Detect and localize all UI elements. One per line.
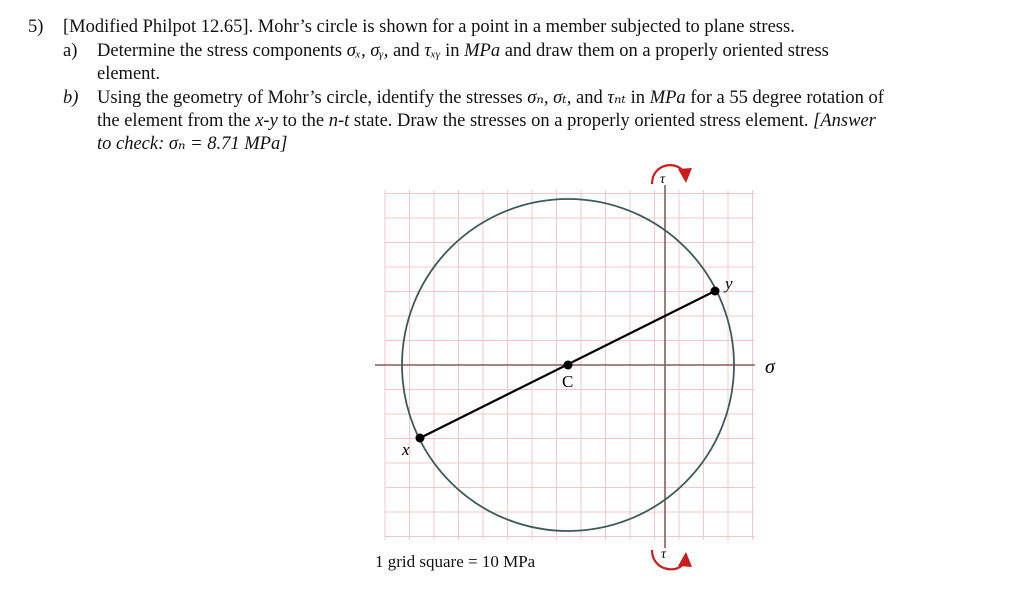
part-a-unit: MPa	[464, 41, 501, 61]
label-sigma: σ	[765, 356, 775, 378]
label-tau-bottom: τ	[661, 547, 667, 562]
part-b-in: in	[626, 88, 650, 108]
arrowhead-bottom-icon	[678, 552, 692, 567]
part-a-in: in	[440, 41, 465, 61]
rotation-arrow-top-icon	[652, 165, 684, 184]
label-y: y	[725, 274, 733, 293]
part-a-label: a)	[63, 41, 78, 61]
part-b-line-2-post: state. Draw the stresses on a properly oriented stress element.	[349, 111, 814, 131]
part-b-line-2-mid: to the	[277, 111, 329, 131]
part-a-sigma-symbols: σₓ, σᵧ,	[346, 41, 393, 61]
part-b-answer-open: [Answer	[813, 111, 876, 131]
point-x	[416, 434, 425, 443]
part-b-text: Using the geometry of Mohr’s circle, identify the stresses	[97, 88, 528, 108]
problem-number: 5)	[28, 17, 44, 37]
label-tau-top: τ	[660, 172, 666, 187]
label-center: C	[562, 372, 574, 391]
part-b-xy: x-y	[255, 111, 278, 131]
part-b-line-3: to check: σₙ = 8.71 MPa]	[97, 134, 288, 154]
part-b-line-2-pre: the element from the	[97, 111, 256, 131]
part-a-text-end: and draw them on a properly oriented stress	[500, 41, 829, 61]
part-b-tau-symbol: τₙₜ	[607, 88, 627, 108]
part-b-and: and	[576, 88, 608, 108]
arrowhead-top-icon	[678, 168, 692, 183]
part-a-and: and	[392, 41, 425, 61]
part-b-text-end: for a 55 degree rotation of	[685, 88, 884, 108]
part-b-sigma-symbols: σₙ, σₜ,	[527, 88, 577, 108]
point-center	[564, 361, 573, 370]
part-b-nt: n-t	[328, 111, 350, 131]
scale-caption: 1 grid square = 10 MPa	[375, 552, 536, 571]
part-a-text: Determine the stress components	[97, 41, 347, 61]
part-a-line-2: element.	[97, 64, 161, 84]
point-y	[711, 287, 720, 296]
rotation-arrow-bottom-icon	[652, 550, 684, 569]
part-b-label: b)	[63, 88, 79, 108]
part-a-tau-symbol: τₓᵧ	[424, 41, 441, 61]
problem-title: [Modified Philpot 12.65]. Mohr’s circle is shown for a point in a member subjected to plane stress.	[63, 17, 795, 37]
part-b-unit: MPa	[649, 88, 686, 108]
label-x: x	[402, 440, 410, 459]
